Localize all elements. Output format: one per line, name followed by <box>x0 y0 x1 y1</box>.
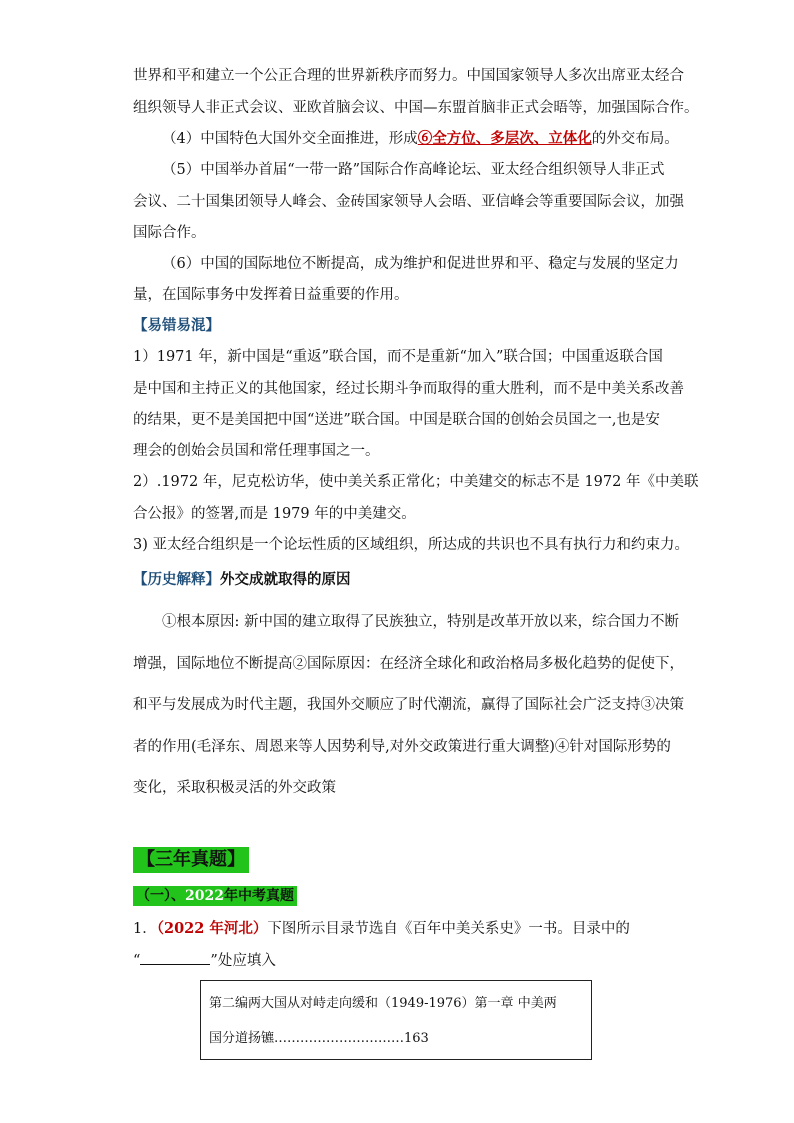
history-title <box>133 570 351 590</box>
toc-excerpt-box <box>200 980 592 1060</box>
sub-section-title <box>133 886 297 906</box>
quote-close: ”处应填入 <box>210 953 276 969</box>
question-1 <box>133 919 630 939</box>
confusion-line: 3) 亚太经合组织是一个论坛性质的区域组织，所达成的共识也不具有执行力和约束力。 <box>133 537 689 553</box>
confusion-line: 2）.1972 年，尼克松访华，使中美关系正常化；中美建交的标志不是 1972 年《中美联 <box>133 474 699 490</box>
item-5-line: 会议、二十国集团领导人峰会、金砖国家领导人会晤、亚信峰会等重要国际会议，加强 <box>133 194 684 210</box>
history-line: 变化，采取积极灵活的外交政策 <box>133 780 336 796</box>
confusion-title: 【易错易混】 <box>133 317 220 334</box>
item-4-suffix: 的外交布局。 <box>591 131 679 147</box>
section-title: 【三年真题】 <box>133 847 249 873</box>
question-number: 1． <box>133 921 157 937</box>
history-line: 增强，国际地位不断提高②国际原因：在经济全球化和政治格局多极化趋势的促使下， <box>133 656 684 672</box>
question-1-blank-line <box>133 950 276 971</box>
item-5-line: 国际合作。 <box>133 225 206 241</box>
history-title-text: 外交成就取得的原因 <box>220 571 351 588</box>
confusion-line: 的结果，更不是美国把中国“送进”联合国。中国是联合国的创始会员国之一,也是安 <box>133 412 660 428</box>
item-4-highlight: ⑥全方位、多层次、立体化 <box>417 130 592 147</box>
answer-blank[interactable] <box>140 950 210 965</box>
confusion-line: 1）1971 年，新中国是“重返”联合国，而不是重新“加入”联合国；中国重返联合国 <box>133 349 663 365</box>
toc-line: 国分道扬镳…………………………163 <box>209 1031 429 1046</box>
confusion-line: 是中国和主持正义的其他国家，经过长期斗争而取得的重大胜利，而不是中美关系改善 <box>133 381 684 397</box>
history-line: 和平与发展成为时代主题，我国外交顺应了时代潮流，赢得了国际社会广泛支持③决策 <box>133 697 684 713</box>
sub-section-suffix: 年中考真题 <box>223 888 294 904</box>
paragraph-line: 组织领导人非正式会议、亚欧首脑会议、中国—东盟首脑非正式会晤等，加强国际合作。 <box>133 100 699 116</box>
question-source: （2022 年河北） <box>156 920 268 937</box>
item-6-line: 量，在国际事务中发挥着日益重要的作用。 <box>133 287 409 303</box>
question-text: 下图所示目录节选自《百年中美关系史》一书。目录中的 <box>267 921 630 937</box>
toc-line: 第二编两大国从对峙走向缓和（1949-1976）第一章 中美两 <box>209 996 557 1011</box>
history-line: 者的作用(毛泽东、周恩来等人因势利导,对外交政策进行重大调整)④针对国际形势的 <box>133 739 671 755</box>
history-title-bracket: 【历史解释】 <box>133 571 220 588</box>
history-line: ①根本原因: 新中国的建立取得了民族独立，特别是改革开放以来，综合国力不断 <box>162 614 679 630</box>
confusion-line: 合公报》的签署,而是 1979 年的中美建交。 <box>133 506 416 522</box>
confusion-line: 理会的创始会员国和常任理事国之一。 <box>133 443 380 459</box>
sub-section-prefix: （一）、 <box>136 888 185 904</box>
item-6-line: （6）中国的国际地位不断提高，成为维护和促进世界和平、稳定与发展的坚定力 <box>162 256 679 272</box>
item-4 <box>162 129 679 149</box>
paragraph-line: 世界和平和建立一个公正合理的世界新秩序而努力。中国国家领导人多次出席亚太经合 <box>133 68 684 84</box>
sub-section-year: 2022 <box>185 888 224 904</box>
item-4-prefix: （4）中国特色大国外交全面推进，形成 <box>162 131 418 147</box>
quote-open: “ <box>133 953 141 969</box>
item-5-line: （5）中国举办首届“一带一路”国际合作高峰论坛、亚太经合组织领导人非正式 <box>162 162 665 178</box>
